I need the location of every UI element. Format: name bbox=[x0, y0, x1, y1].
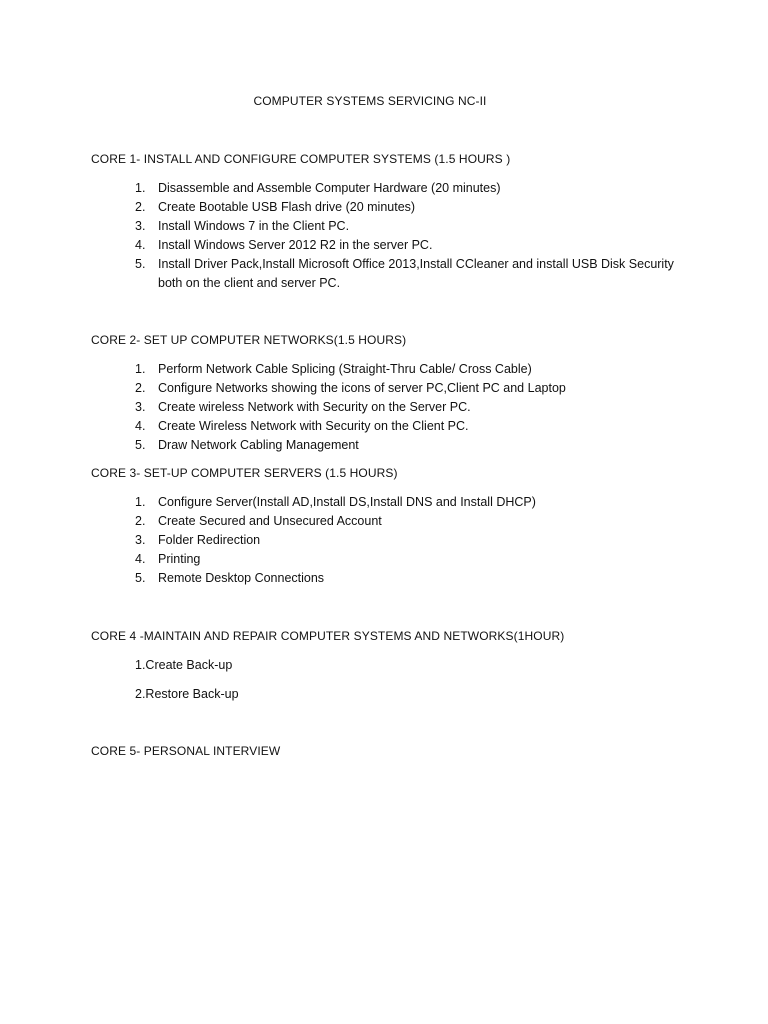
list-item: 1. Configure Server(Install AD,Install DS,Install DNS and Install DHCP) bbox=[135, 495, 536, 509]
list-item: 3. Create wireless Network with Security on the Server PC. bbox=[135, 400, 471, 414]
list-item: 2. Create Secured and Unsecured Account bbox=[135, 514, 382, 528]
list-item: 3. Install Windows 7 in the Client PC. bbox=[135, 219, 350, 233]
core3-heading: CORE 3- SET-UP COMPUTER SERVERS (1.5 HOURS) bbox=[91, 466, 398, 480]
list-item: 4. Install Windows Server 2012 R2 in the server PC. bbox=[135, 238, 433, 252]
list-item: 2. Create Bootable USB Flash drive (20 minutes) bbox=[135, 200, 416, 214]
core3-list bbox=[91, 493, 536, 588]
list-item: 1. Perform Network Cable Splicing (Straight-Thru Cable/ Cross Cable) bbox=[135, 362, 532, 376]
list-item: 4. Create Wireless Network with Security on the Client PC. bbox=[135, 419, 469, 433]
document-title: COMPUTER SYSTEMS SERVICING NC-II bbox=[253, 94, 487, 108]
list-item: 5. Install Driver Pack,Install Microsoft Office 2013,Install CCleaner and install USB Disk Security both on the client and server PC. bbox=[135, 257, 674, 290]
core2-list bbox=[91, 360, 566, 455]
list-item: 5. Draw Network Cabling Management bbox=[135, 438, 359, 452]
core2-heading: CORE 2- SET UP COMPUTER NETWORKS(1.5 HOURS) bbox=[91, 333, 407, 347]
list-item: 3. Folder Redirection bbox=[135, 533, 261, 547]
core4-heading: CORE 4 -MAINTAIN AND REPAIR COMPUTER SYSTEMS AND NETWORKS(1HOUR) bbox=[91, 629, 565, 643]
core4-item-backup: 1.Create Back-up bbox=[135, 658, 233, 672]
list-item: 4. Printing bbox=[135, 552, 201, 566]
list-item: 1. Disassemble and Assemble Computer Hardware (20 minutes) bbox=[135, 181, 501, 195]
core1-list bbox=[91, 179, 678, 293]
core5-heading: CORE 5- PERSONAL INTERVIEW bbox=[91, 744, 281, 758]
list-item: 2. Configure Networks showing the icons of server PC,Client PC and Laptop bbox=[135, 381, 566, 395]
core4-item-restore: 2.Restore Back-up bbox=[135, 687, 239, 701]
core1-heading: CORE 1- INSTALL AND CONFIGURE COMPUTER SYSTEMS (1.5 HOURS ) bbox=[91, 152, 511, 166]
list-item: 5. Remote Desktop Connections bbox=[135, 571, 325, 585]
